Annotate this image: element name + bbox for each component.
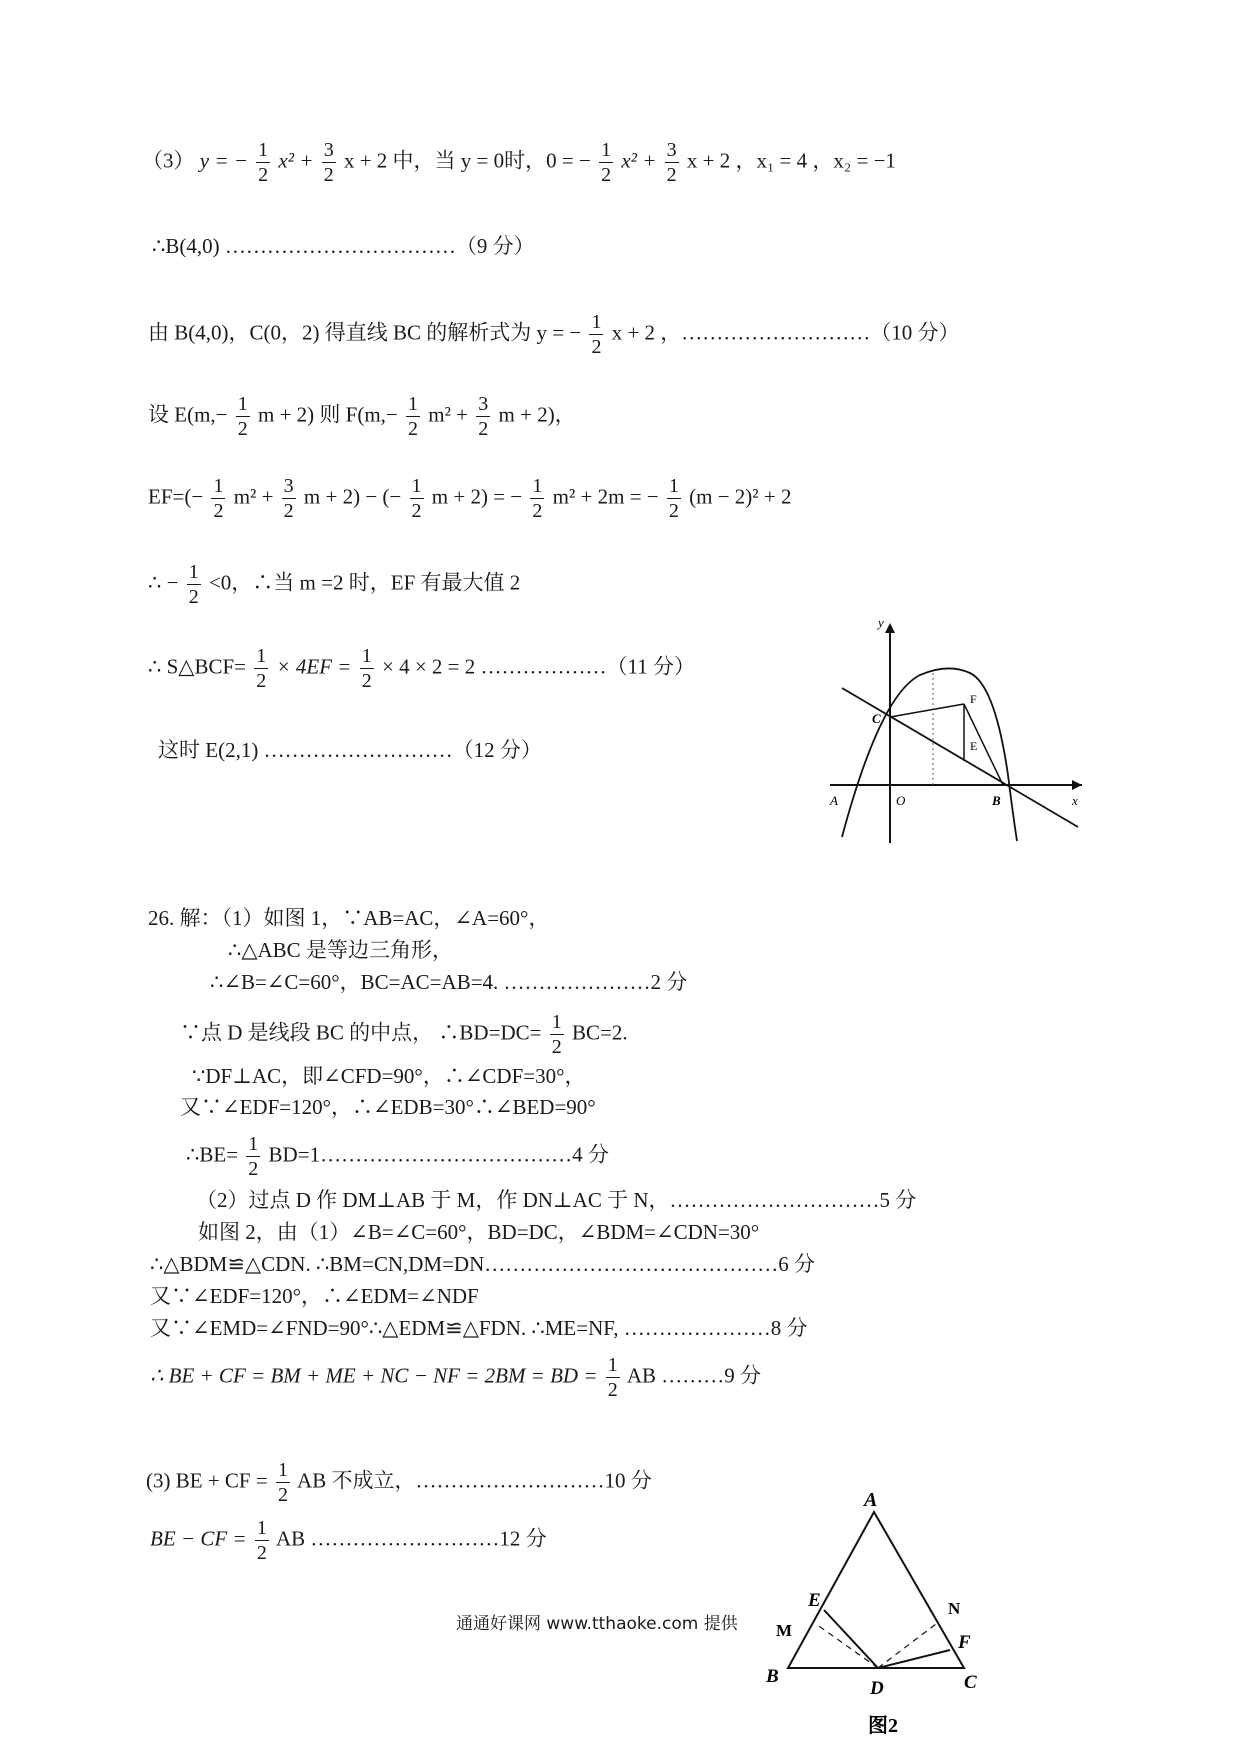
fraction [236, 394, 250, 439]
p3-l5-a: m² + [233, 484, 274, 509]
label-a: A [830, 793, 838, 808]
p3-line7 [148, 646, 695, 691]
p3-l1-mid3: x² + [621, 148, 657, 173]
frac-num: 1 [532, 475, 543, 497]
q26-line11: 又∵∠EDF=120°，∴∠EDM=∠NDF [150, 1284, 479, 1308]
frac-num: 1 [258, 139, 269, 161]
frac-den: 2 [411, 500, 422, 522]
q26-line7 [186, 1134, 609, 1179]
fig2-caption: 图2 [868, 1715, 898, 1737]
p3-l5-b: m + 2) − (− [303, 484, 402, 509]
frac-den: 2 [213, 500, 224, 522]
fraction [599, 140, 613, 185]
frac-num: 1 [213, 475, 224, 497]
q26-line8: （2）过点 D 作 DM⊥AB 于 M，作 DN⊥AC 于 N，…………………………5 分 [196, 1188, 917, 1212]
frac-den: 2 [188, 586, 199, 608]
q26-l13-pre: ∴ BE + CF = BM + ME + NC − NF = 2BM = BD = [150, 1363, 598, 1388]
fraction [360, 646, 374, 691]
frac-den: 2 [666, 164, 677, 186]
p3-l7-mid: × 4EF = [276, 654, 352, 679]
frac-den: 2 [248, 1158, 259, 1180]
p3-l3-post: x + 2 ，………………………（10 分） [611, 320, 960, 345]
fig2-label-e: E [808, 1590, 821, 1611]
frac-num: 1 [248, 1133, 259, 1155]
p3-l7-post: × 4 × 2 = 2 ………………（11 分） [381, 654, 695, 679]
q26-l4-pre: ∵点 D 是线段 BC 的中点， ∴BD=DC= [180, 1020, 542, 1045]
y-arrow-icon [885, 623, 895, 633]
label-x: x [1072, 793, 1078, 808]
fig2-label-c: C [964, 1672, 977, 1693]
q26-line2: ∴△ABC 是等边三角形， [228, 938, 453, 962]
fraction [282, 476, 296, 521]
p3-l5-pre: EF=(− [148, 484, 204, 509]
fraction [530, 476, 544, 521]
fig2-label-n: N [948, 1599, 961, 1618]
p3-l6-pre: ∴ − [148, 570, 179, 595]
p3-l1-mid2: x + 2 中，当 y = 0时，0 = − [343, 148, 591, 173]
fig2-label-d: D [870, 1678, 884, 1699]
frac-den: 2 [283, 500, 294, 522]
segment-cf [890, 704, 964, 717]
p3-l6-post: <0，∴当 m =2 时，EF 有最大值 2 [208, 570, 521, 595]
segment-df [878, 1650, 950, 1668]
fraction [254, 646, 268, 691]
p3-label: （3） [142, 148, 195, 173]
p3-l4-pre: 设 E(m,− [148, 402, 228, 427]
p3-l4-post: m + 2)， [498, 402, 576, 427]
fraction [187, 562, 201, 607]
q26-line1: 26. 解：（1）如图 1，∵AB=AC，∠A=60°， [148, 906, 550, 930]
fraction [589, 312, 603, 357]
q26-part3-line1 [146, 1460, 652, 1505]
footer-credit: 通通好课网 www.tthaoke.com 提供 [456, 1614, 738, 1634]
frac-num: 3 [478, 393, 489, 415]
frac-num: 1 [601, 139, 612, 161]
fraction [667, 476, 681, 521]
q26-line6: 又∵∠EDF=120°，∴∠EDB=30°∴∠BED=90° [180, 1095, 596, 1119]
fig2-label-m: M [776, 1621, 793, 1640]
frac-num: 1 [277, 1459, 288, 1481]
q26-line9: 如图 2，由（1）∠B=∠C=60°，BD=DC，∠BDM=∠CDN=30° [198, 1220, 760, 1244]
fig2-label-a: A [864, 1490, 878, 1511]
frac-den: 2 [277, 1484, 288, 1506]
q26-line12: 又∵∠EMD=∠FND=90°∴△EDM≌△FDN. ∴ME=NF, …………………8 分 [150, 1316, 808, 1340]
q26-l4-post: BC=2. [571, 1020, 628, 1045]
p3-line3 [148, 312, 960, 357]
q26-line10: ∴△BDM≌△CDN. ∴BM=CN,DM=DN……………………………………6 分 [150, 1252, 816, 1276]
label-o: O [896, 793, 906, 808]
q26p3-l2-pre: BE − CF = [150, 1526, 247, 1551]
frac-den: 2 [551, 1036, 562, 1058]
q26-line4 [180, 1012, 628, 1057]
fig2-label-f: F [958, 1632, 971, 1653]
p3-l5-c: m + 2) = − [431, 484, 523, 509]
p3-line6 [148, 562, 520, 607]
frac-den: 2 [408, 418, 419, 440]
frac-num: 1 [591, 311, 602, 333]
q26-line13 [150, 1355, 761, 1400]
frac-den: 2 [668, 500, 679, 522]
frac-num: 1 [551, 1011, 562, 1033]
q26-line5: ∵DF⊥AC，即∠CFD=90°，∴∠CDF=30°， [192, 1064, 586, 1088]
parabola-curve [842, 668, 1017, 841]
frac-num: 1 [256, 1517, 267, 1539]
fraction [606, 1355, 620, 1400]
label-f: F [970, 692, 977, 706]
frac-num: 1 [607, 1354, 618, 1376]
p3-l4-mid: m + 2) 则 F(m,− [258, 402, 398, 427]
frac-den: 2 [478, 418, 489, 440]
p3-line5 [148, 476, 791, 521]
frac-num: 1 [256, 645, 267, 667]
frac-den: 2 [256, 1542, 267, 1564]
p3-l1-tail: x + 2 ，x₁ = 4 ，x₂ = −1 [686, 148, 896, 173]
p3-line2: ∴B(4,0) ……………………………（9 分） [152, 234, 535, 258]
frac-den: 2 [591, 336, 602, 358]
line-bc [842, 688, 1078, 827]
p3-l7-pre: ∴ S△BCF= [148, 654, 246, 679]
x-arrow-icon [1072, 780, 1082, 790]
p3-l5-d: m² + 2m = − [552, 484, 659, 509]
parabola-graph [820, 615, 1090, 850]
frac-num: 1 [408, 393, 419, 415]
p3-line4 [148, 394, 576, 439]
q26-line3: ∴∠B=∠C=60°，BC=AC=AB=4. …………………2 分 [210, 970, 688, 994]
label-e: E [970, 739, 978, 753]
fraction [406, 394, 420, 439]
frac-num: 1 [237, 393, 248, 415]
frac-den: 2 [532, 500, 543, 522]
p3-l4-mid2: m² + [428, 402, 469, 427]
fraction [550, 1012, 564, 1057]
frac-den: 2 [601, 164, 612, 186]
q26p3-l2-post: AB ………………………12 分 [275, 1526, 547, 1551]
triangle-figure [758, 1490, 1008, 1742]
q26-l13-post: AB ………9 分 [626, 1363, 762, 1388]
frac-den: 2 [607, 1379, 618, 1401]
fraction [476, 394, 490, 439]
frac-num: 3 [323, 139, 334, 161]
p3-l5-post: (m − 2)² + 2 [689, 484, 792, 509]
fraction [246, 1134, 260, 1179]
segment-dm [816, 1624, 878, 1668]
q26-part3-line2 [150, 1518, 547, 1563]
fraction [211, 476, 225, 521]
fraction [322, 140, 336, 185]
label-b: B [992, 793, 1001, 808]
frac-den: 2 [258, 164, 269, 186]
fraction [276, 1460, 290, 1505]
p3-line8: 这时 E(2,1) ………………………（12 分） [158, 738, 542, 762]
q26-l7-pre: ∴BE= [186, 1142, 239, 1167]
fraction [255, 1518, 269, 1563]
p3-l1-pre: y = − [199, 148, 248, 173]
fraction [256, 140, 270, 185]
p3-l1-mid1: x² + [278, 148, 314, 173]
q26-l7-post: BD=1………………………………4 分 [268, 1142, 609, 1167]
q26p3-l1-post: AB 不成立，………………………10 分 [297, 1468, 652, 1493]
p3-line1 [142, 140, 896, 185]
frac-num: 3 [666, 139, 677, 161]
frac-den: 2 [237, 418, 248, 440]
frac-num: 1 [188, 561, 199, 583]
segment-de [824, 1610, 878, 1668]
frac-num: 1 [361, 645, 372, 667]
label-y: y [878, 615, 884, 630]
frac-den: 2 [361, 670, 372, 692]
frac-den: 2 [256, 670, 267, 692]
frac-den: 2 [323, 164, 334, 186]
q26p3-l1-pre: (3) BE + CF = [146, 1468, 268, 1493]
label-c: C [872, 711, 881, 726]
frac-num: 3 [283, 475, 294, 497]
fraction [665, 140, 679, 185]
fig2-label-b: B [766, 1666, 779, 1687]
frac-num: 1 [411, 475, 422, 497]
p3-l3-pre: 由 B(4,0)，C(0，2) 得直线 BC 的解析式为 y = − [148, 320, 582, 345]
fraction [410, 476, 424, 521]
frac-num: 1 [668, 475, 679, 497]
